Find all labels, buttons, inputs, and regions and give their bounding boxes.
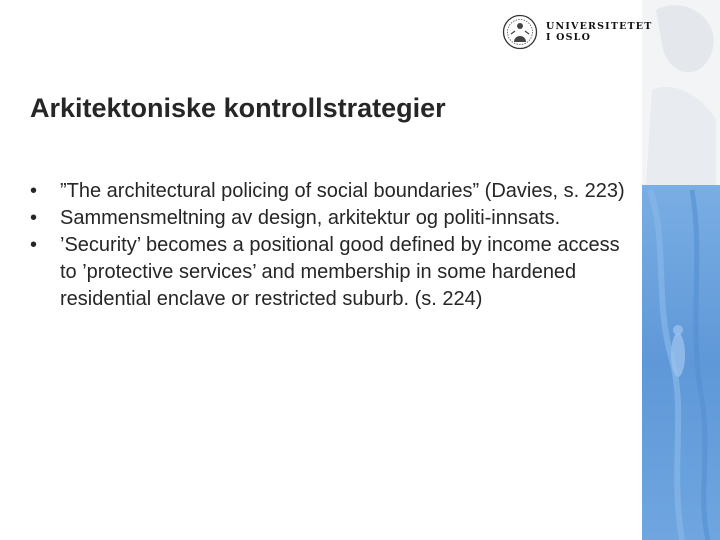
bullet-icon: • — [30, 234, 38, 256]
logo-line-2: I OSLO — [546, 32, 592, 43]
slide-title: Arkitektoniske kontrollstrategier — [30, 93, 446, 123]
bullet-text: ’Security’ becomes a positional good defined by income access to ’protective services’ and membership in some hardened residential enclave or restricted suburb. (s. 224) — [60, 234, 620, 310]
bullet-icon: • — [30, 207, 38, 229]
bullet-item — [30, 232, 630, 313]
university-name — [546, 21, 653, 43]
logo-line-1: UNIVERSITETET — [546, 21, 653, 32]
bullet-list — [30, 178, 630, 313]
decorative-side-panel — [642, 0, 720, 540]
university-seal-icon — [502, 14, 538, 50]
bullet-item — [30, 178, 630, 205]
university-logo — [502, 14, 653, 50]
bullet-text: Sammensmeltning av design, arkitektur og politi-innsats. — [60, 207, 561, 229]
bullet-item — [30, 205, 630, 232]
bullet-icon: • — [30, 180, 38, 202]
bullet-text: ”The architectural policing of social boundaries” (Davies, s. 223) — [60, 180, 625, 202]
